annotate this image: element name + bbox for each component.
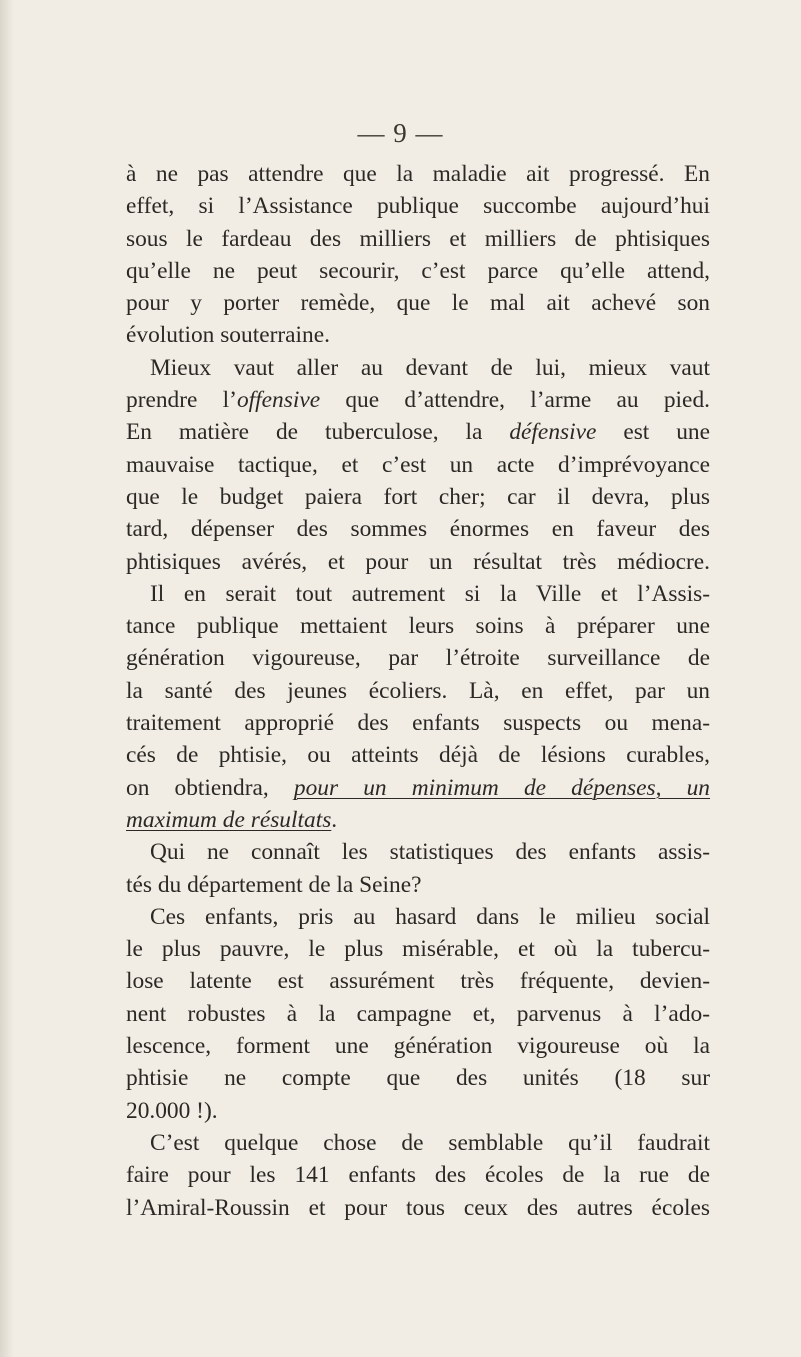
text-line: 20.000 !). bbox=[126, 1097, 218, 1124]
text-line: génération vigoureuse, par l’étroite surveillance de bbox=[126, 645, 710, 672]
text-line: Il en serait tout autrement si la Ville et l’Assis- bbox=[150, 580, 710, 607]
text-line: Mieux vaut aller au devant de lui, mieux vaut bbox=[150, 354, 710, 381]
text-line: tance publique mettaient leurs soins à préparer une bbox=[126, 613, 710, 640]
text-line: le plus pauvre, le plus misérable, et où la tubercu- bbox=[126, 936, 710, 963]
text-line: tard, dépenser des sommes énormes en faveur des bbox=[126, 516, 710, 543]
text-line: la santé des jeunes écoliers. Là, en effet, par un bbox=[126, 677, 710, 704]
text-line: mauvaise tactique, et c’est un acte d’imprévoyance bbox=[126, 451, 710, 478]
italic-emphasis: offensive bbox=[236, 387, 321, 414]
text-line: évolution souterraine. bbox=[126, 322, 330, 349]
text-line bbox=[126, 384, 710, 416]
text-line: à ne pas attendre que la maladie ait progressé. En bbox=[126, 161, 710, 187]
text-line: lescence, forment une génération vigoureuse où la bbox=[126, 1033, 710, 1060]
text-segment: En matière de tuberculose, la bbox=[126, 419, 510, 446]
italic-emphasis: défensive bbox=[509, 419, 597, 446]
text-line: effet, si l’Assistance publique succombe aujourd’hui bbox=[126, 193, 710, 220]
text-line: Qui ne connaît les statistiques des enfants assis- bbox=[150, 839, 710, 866]
text-segment: que d’attendre, l’arme au pied. bbox=[320, 387, 710, 414]
text-line: faire pour les 141 enfants des écoles de la rue de bbox=[126, 1162, 710, 1189]
text-segment: . bbox=[331, 806, 338, 833]
body-text bbox=[126, 158, 710, 1224]
text-line bbox=[126, 416, 710, 448]
text-line bbox=[126, 772, 710, 804]
text-line: pour y porter remède, que le mal ait achevé son bbox=[126, 290, 710, 317]
text-line: C’est quelque chose de semblable qu’il faudrait bbox=[150, 1129, 710, 1156]
text-segment: est une bbox=[596, 419, 710, 446]
text-line: phtisiques avérés, et pour un résultat très médiocre. bbox=[126, 548, 710, 575]
text-line: sous le fardeau des milliers et milliers de phtisiques bbox=[126, 225, 710, 252]
text-segment: prendre l’ bbox=[126, 387, 237, 414]
page-number: — 9 — bbox=[357, 118, 444, 148]
text-line: qu’elle ne peut secourir, c’est parce qu’elle attend, bbox=[126, 257, 710, 284]
text-line: phtisie ne compte que des unités (18 sur bbox=[126, 1065, 710, 1092]
text-line: traitement approprié des enfants suspects ou mena- bbox=[126, 710, 710, 737]
page-edge-shadow bbox=[0, 0, 14, 1357]
text-line: Ces enfants, pris au hasard dans le milieu social bbox=[150, 903, 710, 930]
italic-emphasis: pour un minimum de dépenses, un bbox=[293, 774, 710, 801]
text-line: lose latente est assurément très fréquente, devien- bbox=[126, 968, 710, 995]
text-line: que le budget paiera fort cher; car il devra, plus bbox=[126, 483, 710, 510]
text-line: l’Amiral-Roussin et pour tous ceux des autres écoles bbox=[126, 1194, 710, 1221]
text-line: tés du département de la Seine? bbox=[126, 871, 422, 898]
text-line: cés de phtisie, ou atteints déjà de lésions curables, bbox=[126, 742, 710, 769]
text-line: nent robustes à la campagne et, parvenus à l’ado- bbox=[126, 1000, 710, 1027]
italic-emphasis: maximum de résultats bbox=[126, 806, 332, 833]
text-segment: on obtiendra, bbox=[126, 774, 294, 801]
text-line bbox=[126, 804, 710, 836]
